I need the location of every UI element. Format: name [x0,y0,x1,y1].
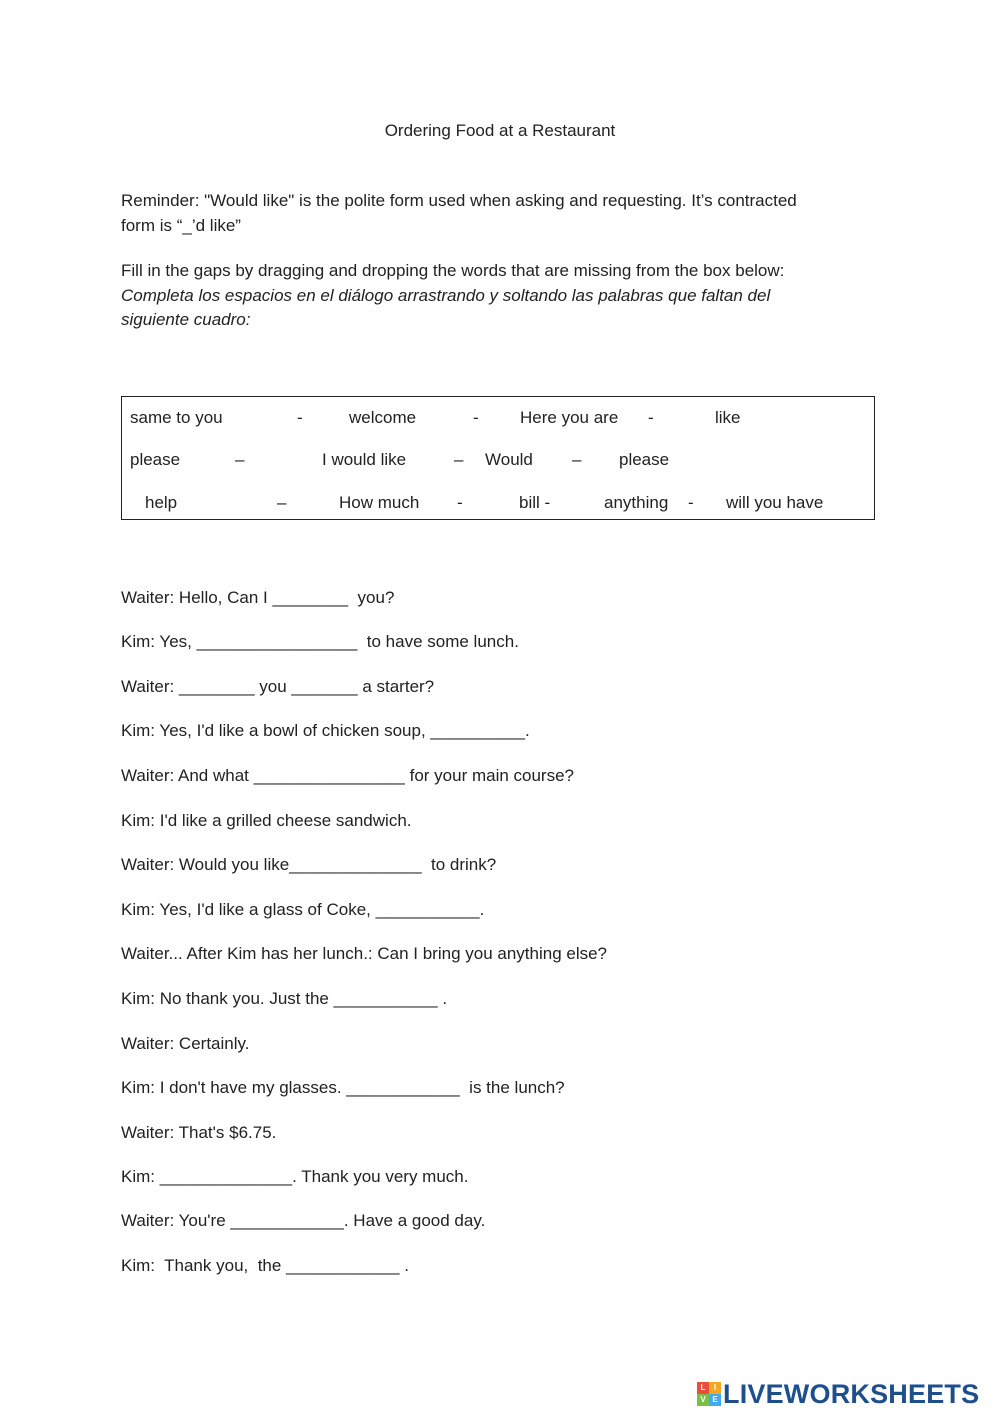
word-separator: - [457,493,463,512]
word-separator: - [297,408,303,427]
word-separator: – [277,493,287,512]
dialogue-line: Kim: Yes, I'd like a bowl of chicken soup, __________. [121,721,530,740]
instructions-english: Fill in the gaps by dragging and dropping the words that are missing from the box below: [121,261,785,280]
dialogue-line: Waiter: That's $6.75. [121,1123,277,1142]
logo-mark-letter: I [709,1382,721,1394]
logo-mark-letter: V [697,1394,709,1406]
logo-mark-letter: L [697,1382,709,1394]
word-like[interactable]: like [715,408,741,427]
page-title: Ordering Food at a Restaurant [384,121,616,140]
dialogue-line: Kim: ______________. Thank you very much. [121,1167,469,1186]
logo-mark-icon [697,1382,721,1406]
word-anything[interactable]: anything [604,493,669,512]
instructions [121,259,881,333]
word-separator: - [688,493,694,512]
instructions-spanish-1: Completa los espacios en el diálogo arrastrando y soltando las palabras que faltan del [121,285,771,305]
instructions-spanish-2: siguiente cuadro: [121,310,251,329]
dialogue-line: Waiter: And what ________________ for your main course? [121,766,574,785]
word-separator: - [648,408,654,427]
reminder-text [121,189,881,238]
dialogue-line: Kim: Yes, I'd like a glass of Coke, ___________. [121,900,485,919]
word-bill[interactable]: bill - [519,493,551,512]
logo-mark-letter: E [709,1394,721,1406]
reminder-line-1: Reminder: "Would like" is the polite form used when asking and requesting. It’s contracted [121,191,797,210]
word-same-to-you[interactable]: same to you [130,408,223,427]
dialogue-line: Kim: I don't have my glasses. ____________ is the lunch? [121,1078,565,1097]
dialogue-line: Waiter: Hello, Can I ________ you? [121,588,395,607]
reminder-line-2: form is “_’d like” [121,215,241,235]
dialogue-line: Kim: No thank you. Just the ___________ . [121,989,448,1008]
word-will-you-have[interactable]: will you have [726,493,824,512]
dialogue-line: Waiter: ________ you _______ a starter? [121,677,435,696]
dialogue-line: Waiter: Certainly. [121,1034,250,1053]
word-how-much[interactable]: How much [339,493,420,512]
dialogue-line: Waiter... After Kim has her lunch.: Can I bring you anything else? [121,944,608,963]
word-separator: - [473,408,479,427]
word-help[interactable]: help [145,493,178,512]
word-separator: – [454,450,464,469]
word-please[interactable]: please [130,450,181,469]
dialogue-line: Kim: Thank you, the ____________ . [121,1256,409,1275]
dialogue-line: Waiter: You're ____________. Have a good day. [121,1211,486,1230]
liveworksheets-logo [697,1378,979,1410]
word-i-would-like[interactable]: I would like [322,450,407,469]
dialogue-line: Kim: I'd like a grilled cheese sandwich. [121,811,412,830]
word-here-you-are[interactable]: Here you are [520,408,619,427]
word-would[interactable]: Would [485,450,533,469]
word-welcome[interactable]: welcome [349,408,417,427]
dialogue-line: Kim: Yes, _________________ to have some lunch. [121,632,519,651]
word-bank-box [121,396,875,520]
word-separator: – [572,450,582,469]
word-please-2[interactable]: please [619,450,670,469]
dialogue-line: Waiter: Would you like______________ to drink? [121,855,497,874]
logo-text: LIVEWORKSHEETS [723,1378,980,1409]
word-separator: – [235,450,245,469]
